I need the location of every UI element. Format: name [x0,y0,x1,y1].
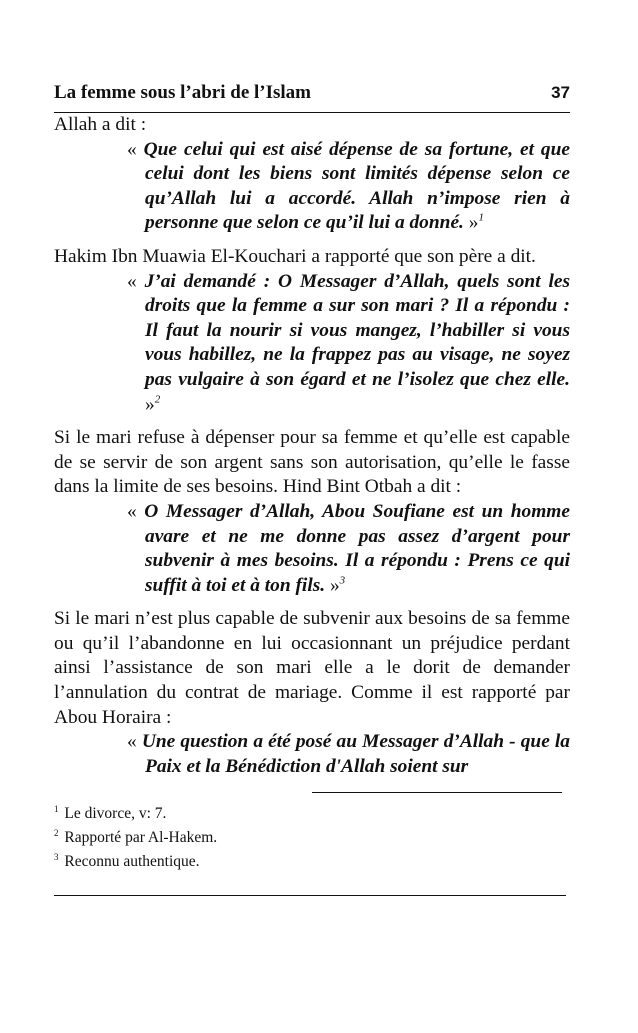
quote-text: Une question a été posé au Messager d’Allah - que la Paix et la Bénédiction d'Allah soient sur [141,731,570,777]
quote-block [127,138,570,236]
bottom-rule [54,895,566,896]
paragraph: Si le mari n’est plus capable de subvenir aux besoins de sa femme ou qu’il l’abandonne en lui occasionnant un préjudice perdant ainsi l’assistance de son mari elle a le dorit de demander l’annulation du contrat de mariage. Comme il est rapporté par Abou Horaira : [54,608,570,728]
running-title: La femme sous l’abri de l’Islam [54,82,312,103]
opening-guillemet: « [127,138,137,160]
footnote [54,802,570,826]
opening-guillemet: « [127,731,137,753]
closing-guillemet: » [329,574,340,596]
footnote-mark: 3 [54,852,59,863]
footnote-reference: 3 [339,574,346,587]
footnote-text: Le divorce, v: 7. [64,805,167,823]
book-page [54,82,570,896]
footnote [54,850,570,874]
running-header [54,82,570,113]
quote-text: Que celui qui est aisé dépense de sa fortune, et que celui dont les biens sont limités dépense selon ce qu’Allah lui a accordé. Allah n’impose rien à personne que selon ce qu’il lui a donné. [143,138,570,234]
footnote-mark: 2 [54,828,59,839]
footnote-text: Reconnu authentique. [64,853,200,871]
body-text [54,113,570,779]
footnote-reference: 1 [478,211,484,224]
footnote [54,826,570,850]
quote-block [127,500,570,598]
closing-guillemet: » [145,393,155,415]
opening-guillemet: « [127,500,137,522]
footnotes [54,802,570,874]
footnote-reference: 2 [154,393,161,406]
quote-block [127,270,570,418]
paragraph: Hakim Ibn Muawia El-Kouchari a rapporté que son père a dit. [54,245,536,267]
footnote-text: Rapporté par Al-Hakem. [64,829,218,847]
quote-block [127,730,570,779]
opening-guillemet: « [127,270,137,292]
intro-line: Allah a dit : [54,114,147,135]
closing-guillemet: » [468,212,479,234]
page-number: 37 [551,83,570,102]
footnote-mark: 1 [54,804,59,815]
footnote-separator [312,792,562,793]
quote-text: J’ai demandé : O Messager d’Allah, quels sont les droits que la femme a sur son mari ? Il a répondu : Il faut la nourir si vous mangez, l’habiller si vous vous habillez, ne la frappez pas au visage, ne soyez pas vulgaire à son égard et ne l’isolez que chez elle. [144,270,570,390]
quote-text: O Messager d’Allah, Abou Soufiane est un homme avare et ne me donne pas assez d’argent pour subvenir à mes besoins. Il a répondu : Prens ce qui suffit à toi et à ton fils. [144,500,570,596]
paragraph: Si le mari refuse à dépenser pour sa femme et qu’elle est capable de se servir de son argent sans son autorisation, qu’elle le fasse dans la limite de ses besoins. Hind Bint Otbah a dit : [54,427,570,498]
